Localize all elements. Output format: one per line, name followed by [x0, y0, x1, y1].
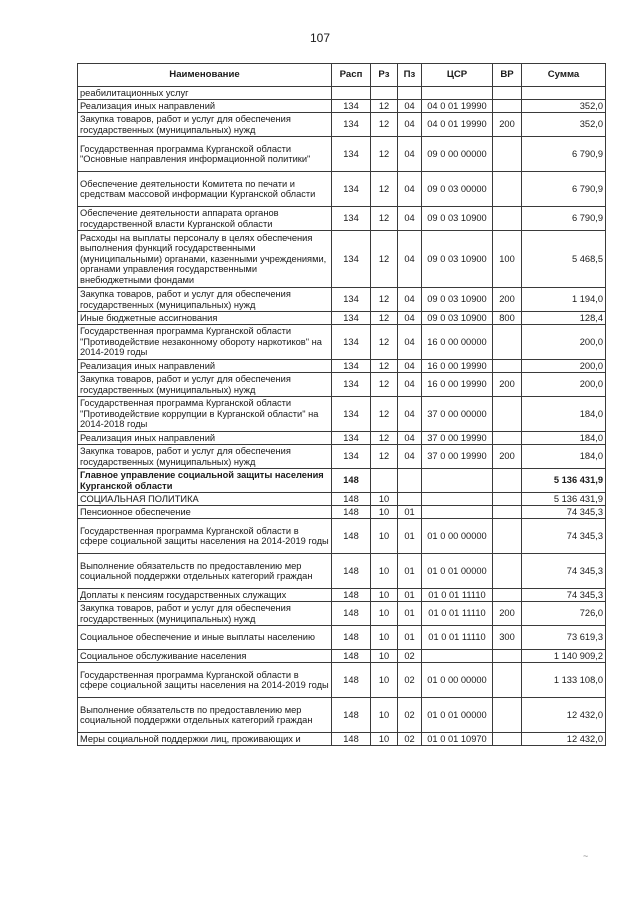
- cell-csr: [422, 650, 493, 663]
- cell-csr: 16 0 00 19990: [422, 360, 493, 373]
- table-row: [78, 602, 606, 626]
- cell-csr: 37 0 00 19990: [422, 432, 493, 445]
- header-pz: Пз: [398, 64, 422, 87]
- scan-mark: ~: [583, 851, 589, 861]
- cell-pz: 04: [398, 137, 422, 172]
- table-row: [78, 663, 606, 698]
- cell-rasp: 134: [332, 373, 371, 397]
- cell-sum: 5 136 431,9: [522, 493, 606, 506]
- cell-vr: [493, 589, 522, 602]
- cell-name: Реализация иных направлений: [78, 100, 332, 113]
- table-row: [78, 554, 606, 589]
- table-row: [78, 360, 606, 373]
- cell-name: Социальное обслуживание населения: [78, 650, 332, 663]
- cell-name: Главное управление социальной защиты населения Курганской области: [78, 469, 332, 493]
- cell-rz: 10: [371, 493, 398, 506]
- cell-rz: 12: [371, 360, 398, 373]
- cell-csr: 01 0 01 11110: [422, 602, 493, 626]
- cell-sum: 1 194,0: [522, 288, 606, 312]
- cell-rz: 10: [371, 506, 398, 519]
- cell-sum: 726,0: [522, 602, 606, 626]
- cell-rasp: 134: [332, 207, 371, 231]
- cell-vr: [493, 506, 522, 519]
- cell-rz: 12: [371, 137, 398, 172]
- cell-sum: 6 790,9: [522, 207, 606, 231]
- cell-sum: 200,0: [522, 373, 606, 397]
- cell-name: Расходы на выплаты персоналу в целях обеспечения выполнения функций государственными (муниципальными) органами, казенными учреждениями, органами управления государственными внебюджетными фондами: [78, 231, 332, 288]
- table-row: [78, 445, 606, 469]
- cell-pz: 01: [398, 626, 422, 650]
- cell-vr: [493, 325, 522, 360]
- cell-name: Социальное обеспечение и иные выплаты населению: [78, 626, 332, 650]
- cell-rz: 12: [371, 312, 398, 325]
- cell-vr: 200: [493, 602, 522, 626]
- table-row: [78, 207, 606, 231]
- cell-rasp: 148: [332, 469, 371, 493]
- cell-rasp: 134: [332, 445, 371, 469]
- cell-name: Государственная программа Курганской области "Противодействие коррупции в Курганской области" на 2014-2018 годы: [78, 397, 332, 432]
- cell-pz: 04: [398, 360, 422, 373]
- cell-vr: [493, 519, 522, 554]
- cell-rasp: 134: [332, 172, 371, 207]
- cell-pz: 04: [398, 100, 422, 113]
- cell-csr: 01 0 01 11110: [422, 626, 493, 650]
- cell-rasp: 148: [332, 493, 371, 506]
- cell-pz: 04: [398, 445, 422, 469]
- cell-csr: [422, 87, 493, 100]
- cell-rz: 12: [371, 207, 398, 231]
- cell-pz: 02: [398, 650, 422, 663]
- cell-sum: 5 136 431,9: [522, 469, 606, 493]
- cell-csr: 16 0 00 00000: [422, 325, 493, 360]
- budget-table: [77, 63, 606, 746]
- table-row: [78, 650, 606, 663]
- cell-name: Доплаты к пенсиям государственных служащих: [78, 589, 332, 602]
- table-row: [78, 469, 606, 493]
- header-vr: ВР: [493, 64, 522, 87]
- cell-rasp: 148: [332, 589, 371, 602]
- cell-sum: [522, 87, 606, 100]
- table-header-row: [78, 64, 606, 87]
- cell-csr: 04 0 01 19990: [422, 100, 493, 113]
- cell-name: Закупка товаров, работ и услуг для обеспечения государственных (муниципальных) нужд: [78, 288, 332, 312]
- cell-pz: 01: [398, 506, 422, 519]
- cell-vr: 100: [493, 231, 522, 288]
- cell-sum: 1 133 108,0: [522, 663, 606, 698]
- table-row: [78, 626, 606, 650]
- cell-vr: 200: [493, 288, 522, 312]
- cell-pz: 01: [398, 602, 422, 626]
- cell-vr: [493, 650, 522, 663]
- table-row: [78, 493, 606, 506]
- cell-csr: 01 0 00 00000: [422, 663, 493, 698]
- cell-rasp: 148: [332, 506, 371, 519]
- cell-sum: 184,0: [522, 397, 606, 432]
- cell-rasp: 148: [332, 733, 371, 746]
- cell-sum: 6 790,9: [522, 172, 606, 207]
- cell-rasp: 134: [332, 100, 371, 113]
- cell-rasp: 134: [332, 325, 371, 360]
- cell-csr: 09 0 03 10900: [422, 231, 493, 288]
- cell-rz: 10: [371, 602, 398, 626]
- cell-csr: 37 0 00 19990: [422, 445, 493, 469]
- cell-name: СОЦИАЛЬНАЯ ПОЛИТИКА: [78, 493, 332, 506]
- cell-rz: 10: [371, 589, 398, 602]
- cell-rz: [371, 87, 398, 100]
- cell-sum: 1 140 909,2: [522, 650, 606, 663]
- cell-name: Выполнение обязательств по предоставлению мер социальной поддержки отдельных категорий граждан: [78, 554, 332, 589]
- cell-pz: 04: [398, 288, 422, 312]
- cell-name: Обеспечение деятельности Комитета по печати и средствам массовой информации Курганской области: [78, 172, 332, 207]
- cell-sum: 12 432,0: [522, 698, 606, 733]
- cell-vr: [493, 469, 522, 493]
- cell-rasp: 134: [332, 137, 371, 172]
- cell-csr: 16 0 00 19990: [422, 373, 493, 397]
- cell-sum: 184,0: [522, 445, 606, 469]
- cell-rz: 10: [371, 626, 398, 650]
- cell-name: Государственная программа Курганской области в сфере социальной защиты населения на 2014-2019 годы: [78, 663, 332, 698]
- cell-pz: [398, 87, 422, 100]
- cell-csr: 01 0 01 00000: [422, 554, 493, 589]
- cell-rasp: 134: [332, 360, 371, 373]
- cell-vr: 800: [493, 312, 522, 325]
- table-row: [78, 373, 606, 397]
- cell-rasp: 134: [332, 432, 371, 445]
- cell-sum: 6 790,9: [522, 137, 606, 172]
- cell-rz: 12: [371, 397, 398, 432]
- cell-pz: 04: [398, 172, 422, 207]
- cell-sum: 73 619,3: [522, 626, 606, 650]
- table-row: [78, 397, 606, 432]
- cell-csr: 01 0 01 11110: [422, 589, 493, 602]
- table-row: [78, 325, 606, 360]
- cell-rasp: 148: [332, 698, 371, 733]
- cell-name: Выполнение обязательств по предоставлению мер социальной поддержки отдельных категорий граждан: [78, 698, 332, 733]
- cell-vr: [493, 100, 522, 113]
- table-row: [78, 589, 606, 602]
- cell-name: Меры социальной поддержки лиц, проживающих и: [78, 733, 332, 746]
- cell-sum: 5 468,5: [522, 231, 606, 288]
- cell-vr: 200: [493, 445, 522, 469]
- cell-vr: [493, 493, 522, 506]
- cell-rasp: 134: [332, 312, 371, 325]
- table-row: [78, 312, 606, 325]
- cell-name: Иные бюджетные ассигнования: [78, 312, 332, 325]
- cell-rasp: 148: [332, 602, 371, 626]
- cell-rasp: 148: [332, 663, 371, 698]
- cell-pz: 04: [398, 207, 422, 231]
- cell-name: Реализация иных направлений: [78, 432, 332, 445]
- cell-pz: 02: [398, 698, 422, 733]
- cell-rasp: 148: [332, 519, 371, 554]
- cell-vr: [493, 698, 522, 733]
- header-rasp: Расп: [332, 64, 371, 87]
- cell-name: Закупка товаров, работ и услуг для обеспечения государственных (муниципальных) нужд: [78, 445, 332, 469]
- cell-name: Закупка товаров, работ и услуг для обеспечения государственных (муниципальных) нужд: [78, 113, 332, 137]
- table-row: [78, 733, 606, 746]
- cell-csr: [422, 469, 493, 493]
- cell-sum: 184,0: [522, 432, 606, 445]
- cell-name: Государственная программа Курганской области "Основные направления информационной политики": [78, 137, 332, 172]
- table-row: [78, 137, 606, 172]
- cell-pz: 01: [398, 519, 422, 554]
- cell-sum: 74 345,3: [522, 589, 606, 602]
- cell-pz: 04: [398, 113, 422, 137]
- cell-sum: 74 345,3: [522, 554, 606, 589]
- cell-name: Закупка товаров, работ и услуг для обеспечения государственных (муниципальных) нужд: [78, 602, 332, 626]
- table-row: [78, 519, 606, 554]
- cell-name: Государственная программа Курганской области "Противодействие незаконному обороту наркотиков" на 2014-2019 годы: [78, 325, 332, 360]
- cell-sum: 74 345,3: [522, 519, 606, 554]
- cell-csr: 09 0 03 10900: [422, 312, 493, 325]
- header-rz: Рз: [371, 64, 398, 87]
- cell-name: Обеспечение деятельности аппарата органов государственной власти Курганской области: [78, 207, 332, 231]
- cell-vr: 300: [493, 626, 522, 650]
- table-row: [78, 100, 606, 113]
- cell-csr: [422, 493, 493, 506]
- cell-csr: 04 0 01 19990: [422, 113, 493, 137]
- cell-vr: [493, 172, 522, 207]
- cell-pz: 04: [398, 373, 422, 397]
- cell-rz: 10: [371, 650, 398, 663]
- header-csr: ЦСР: [422, 64, 493, 87]
- cell-name: Государственная программа Курганской области в сфере социальной защиты населения на 2014-2019 годы: [78, 519, 332, 554]
- cell-rz: 10: [371, 733, 398, 746]
- cell-rasp: 148: [332, 650, 371, 663]
- cell-pz: 04: [398, 231, 422, 288]
- table-row: [78, 698, 606, 733]
- cell-rz: 12: [371, 231, 398, 288]
- cell-csr: 09 0 03 10900: [422, 288, 493, 312]
- table-row: [78, 432, 606, 445]
- cell-pz: 02: [398, 663, 422, 698]
- cell-rz: 12: [371, 100, 398, 113]
- cell-csr: 37 0 00 00000: [422, 397, 493, 432]
- cell-pz: 04: [398, 432, 422, 445]
- cell-rz: 12: [371, 113, 398, 137]
- cell-sum: 74 345,3: [522, 506, 606, 519]
- cell-rasp: [332, 87, 371, 100]
- cell-vr: [493, 432, 522, 445]
- cell-rz: [371, 469, 398, 493]
- page-number: 107: [309, 31, 331, 45]
- cell-pz: [398, 493, 422, 506]
- cell-name: Реализация иных направлений: [78, 360, 332, 373]
- table-row: [78, 506, 606, 519]
- cell-rz: 12: [371, 172, 398, 207]
- cell-sum: 128,4: [522, 312, 606, 325]
- cell-name: Закупка товаров, работ и услуг для обеспечения государственных (муниципальных) нужд: [78, 373, 332, 397]
- table-row: [78, 87, 606, 100]
- cell-vr: [493, 554, 522, 589]
- cell-vr: [493, 207, 522, 231]
- table-row: [78, 288, 606, 312]
- cell-vr: [493, 663, 522, 698]
- cell-rz: 10: [371, 698, 398, 733]
- cell-rasp: 134: [332, 397, 371, 432]
- cell-vr: [493, 397, 522, 432]
- cell-rz: 10: [371, 554, 398, 589]
- cell-rz: 12: [371, 288, 398, 312]
- cell-name: реабилитационных услуг: [78, 87, 332, 100]
- cell-vr: [493, 87, 522, 100]
- cell-vr: 200: [493, 373, 522, 397]
- cell-rasp: 148: [332, 626, 371, 650]
- cell-sum: 12 432,0: [522, 733, 606, 746]
- header-sum: Сумма: [522, 64, 606, 87]
- cell-vr: [493, 733, 522, 746]
- cell-pz: 04: [398, 312, 422, 325]
- cell-rz: 12: [371, 373, 398, 397]
- cell-pz: 04: [398, 325, 422, 360]
- cell-sum: 352,0: [522, 100, 606, 113]
- table-row: [78, 231, 606, 288]
- cell-rasp: 134: [332, 231, 371, 288]
- cell-rz: 10: [371, 663, 398, 698]
- cell-vr: 200: [493, 113, 522, 137]
- cell-rasp: 134: [332, 288, 371, 312]
- cell-vr: [493, 360, 522, 373]
- cell-rz: 10: [371, 519, 398, 554]
- cell-sum: 200,0: [522, 360, 606, 373]
- cell-name: Пенсионное обеспечение: [78, 506, 332, 519]
- cell-csr: 01 0 01 00000: [422, 698, 493, 733]
- table-row: [78, 172, 606, 207]
- cell-rasp: 148: [332, 554, 371, 589]
- cell-pz: 01: [398, 589, 422, 602]
- cell-pz: 04: [398, 397, 422, 432]
- cell-csr: [422, 506, 493, 519]
- cell-vr: [493, 137, 522, 172]
- header-name: Наименование: [78, 64, 332, 87]
- cell-csr: 01 0 01 10970: [422, 733, 493, 746]
- cell-csr: 09 0 03 10900: [422, 207, 493, 231]
- cell-rz: 12: [371, 325, 398, 360]
- cell-rz: 12: [371, 445, 398, 469]
- table-row: [78, 113, 606, 137]
- cell-pz: 01: [398, 554, 422, 589]
- cell-csr: 09 0 03 00000: [422, 172, 493, 207]
- cell-rasp: 134: [332, 113, 371, 137]
- cell-csr: 01 0 00 00000: [422, 519, 493, 554]
- cell-rz: 12: [371, 432, 398, 445]
- cell-csr: 09 0 00 00000: [422, 137, 493, 172]
- cell-pz: 02: [398, 733, 422, 746]
- cell-sum: 200,0: [522, 325, 606, 360]
- cell-pz: [398, 469, 422, 493]
- cell-sum: 352,0: [522, 113, 606, 137]
